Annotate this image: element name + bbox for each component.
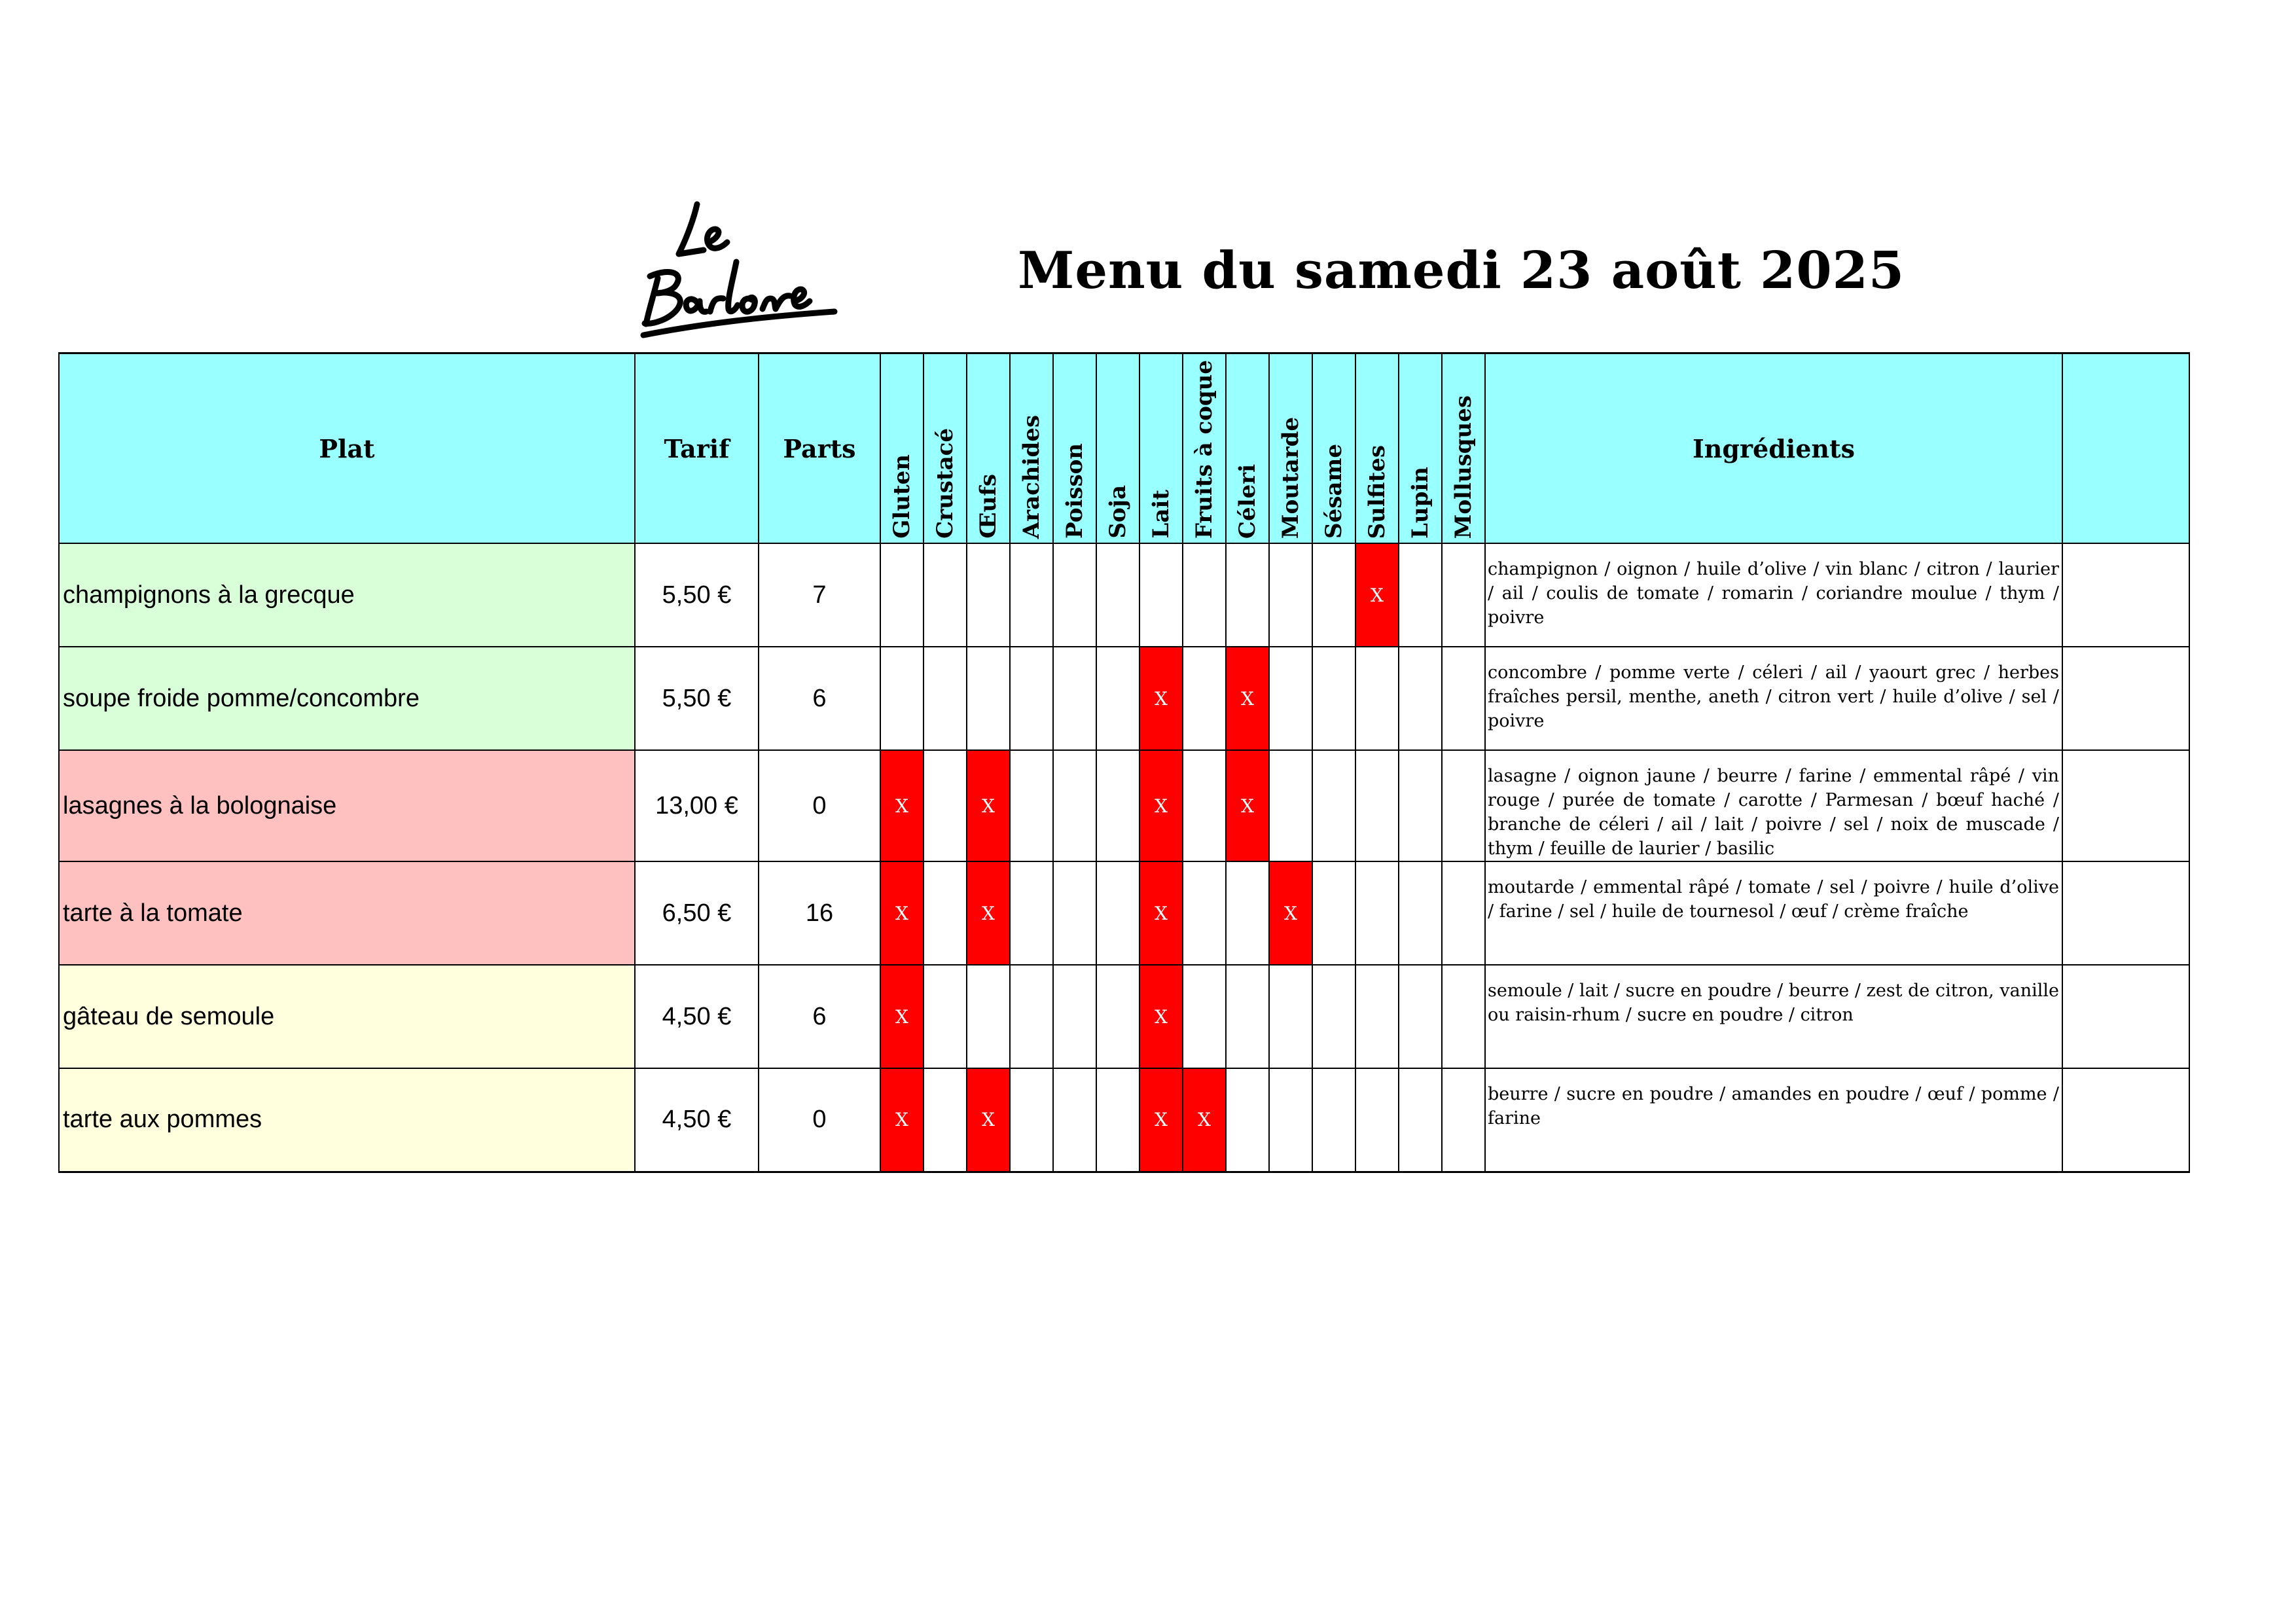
allergen-cell: [1096, 1068, 1139, 1172]
allergen-cell: [967, 965, 1010, 1068]
header-allergen: [1053, 353, 1096, 544]
allergen-cell: [1010, 965, 1053, 1068]
header-empty: [2062, 353, 2189, 544]
allergen-cell: [1312, 861, 1355, 965]
table-row: [59, 750, 2189, 861]
header-row: [59, 353, 2189, 544]
allergen-cell: [1053, 1068, 1096, 1172]
allergen-cell: X: [967, 861, 1010, 965]
table-row: [59, 1068, 2189, 1172]
allergen-cell: X: [1139, 647, 1183, 750]
header-allergen: [967, 353, 1010, 544]
allergen-cell: [1096, 861, 1139, 965]
allergen-label: Soja: [1105, 485, 1131, 539]
dish-price: 5,50 €: [635, 543, 759, 647]
allergen-cell: X: [880, 965, 924, 1068]
allergen-cell: [1355, 965, 1399, 1068]
allergen-label: Gluten: [889, 454, 915, 539]
allergen-cell: [924, 543, 967, 647]
allergen-cell: [1226, 965, 1269, 1068]
allergen-cell: [1183, 861, 1226, 965]
empty-cell: [2062, 965, 2189, 1068]
allergen-cell: [967, 647, 1010, 750]
allergen-cell: [924, 750, 967, 861]
allergen-cell: [1312, 647, 1355, 750]
allergen-label: Poisson: [1062, 443, 1088, 539]
allergen-cell: [1399, 543, 1442, 647]
header-allergen: [1010, 353, 1053, 544]
dish-ingredients: champignon / oignon / huile d’olive / vin blanc / citron / laurier / ail / coulis de tomate / romarin / coriandre moulue / thym / poivre: [1485, 543, 2062, 647]
allergen-cell: X: [1355, 543, 1399, 647]
allergen-cell: [1442, 1068, 1485, 1172]
table-row: [59, 647, 2189, 750]
allergen-label: Lait: [1148, 490, 1174, 539]
empty-cell: [2062, 861, 2189, 965]
allergen-cell: [1399, 647, 1442, 750]
empty-cell: [2062, 1068, 2189, 1172]
allergen-cell: X: [1183, 1068, 1226, 1172]
dish-name: lasagnes à la bolognaise: [59, 750, 635, 861]
dish-ingredients: lasagne / oignon jaune / beurre / farine / emmental râpé / vin rouge / purée de tomate / carotte / Parmesan / bœuf haché / branche de céleri / ail / lait / poivre / sel / noix de muscade / thym / feuille de laurier / basilic: [1485, 750, 2062, 861]
allergen-label: Mollusques: [1450, 395, 1477, 539]
allergen-cell: [1269, 750, 1312, 861]
handwritten-logo: [632, 190, 848, 340]
dish-portions: 0: [759, 750, 880, 861]
dish-portions: 6: [759, 647, 880, 750]
dish-ingredients: concombre / pomme verte / céleri / ail / yaourt grec / herbes fraîches persil, menthe, aneth / citron vert / huile d’olive / sel / poivre: [1485, 647, 2062, 750]
allergen-cell: [1442, 965, 1485, 1068]
allergen-cell: [1269, 1068, 1312, 1172]
header-tarif: Tarif: [635, 353, 759, 544]
dish-ingredients: beurre / sucre en poudre / amandes en poudre / œuf / pomme / farine: [1485, 1068, 2062, 1172]
allergen-cell: [1312, 543, 1355, 647]
allergen-cell: [1269, 543, 1312, 647]
empty-cell: [2062, 647, 2189, 750]
allergen-cell: X: [1269, 861, 1312, 965]
allergen-cell: [1183, 647, 1226, 750]
allergen-cell: [1226, 861, 1269, 965]
table-row: [59, 965, 2189, 1068]
allergen-cell: [1010, 647, 1053, 750]
allergen-cell: X: [1139, 965, 1183, 1068]
allergen-cell: [1183, 965, 1226, 1068]
table-row: [59, 543, 2189, 647]
menu-body: [59, 543, 2189, 1172]
header-allergen: [880, 353, 924, 544]
header-ingredients: Ingrédients: [1485, 353, 2062, 544]
allergen-cell: [1312, 750, 1355, 861]
allergen-cell: [1269, 965, 1312, 1068]
header-allergen: [924, 353, 967, 544]
dish-portions: 0: [759, 1068, 880, 1172]
allergen-cell: [1053, 861, 1096, 965]
allergen-label: Sulfites: [1364, 444, 1390, 539]
dish-portions: 7: [759, 543, 880, 647]
allergen-label: Crustacé: [932, 428, 958, 539]
allergen-cell: X: [967, 1068, 1010, 1172]
allergen-cell: [1053, 965, 1096, 1068]
allergen-label: Œufs: [975, 474, 1001, 539]
dish-ingredients: moutarde / emmental râpé / tomate / sel / poivre / huile d’olive / farine / sel / huile de tournesol / œuf / crème fraîche: [1485, 861, 2062, 965]
allergen-cell: [1312, 965, 1355, 1068]
allergen-cell: X: [1139, 750, 1183, 861]
header-plat: Plat: [59, 353, 635, 544]
brand-logo: [632, 190, 848, 340]
header-allergen: [1139, 353, 1183, 544]
allergen-cell: [1399, 861, 1442, 965]
header-parts: Parts: [759, 353, 880, 544]
dish-price: 6,50 €: [635, 861, 759, 965]
dish-price: 4,50 €: [635, 1068, 759, 1172]
header-allergen: [1399, 353, 1442, 544]
empty-cell: [2062, 543, 2189, 647]
allergen-cell: [880, 543, 924, 647]
dish-name: gâteau de semoule: [59, 965, 635, 1068]
allergen-cell: [1010, 861, 1053, 965]
allergen-cell: [1096, 750, 1139, 861]
dish-price: 5,50 €: [635, 647, 759, 750]
dish-price: 4,50 €: [635, 965, 759, 1068]
dish-name: soupe froide pomme/concombre: [59, 647, 635, 750]
allergen-cell: [1010, 543, 1053, 647]
allergen-cell: [1442, 647, 1485, 750]
allergen-cell: [1096, 647, 1139, 750]
header-allergen: [1269, 353, 1312, 544]
allergen-cell: X: [880, 750, 924, 861]
allergen-label: Céleri: [1234, 463, 1261, 539]
allergen-cell: [1183, 543, 1226, 647]
header-allergen: [1096, 353, 1139, 544]
allergen-cell: [1053, 543, 1096, 647]
allergen-label: Fruits à coque: [1191, 359, 1217, 539]
header-allergen: [1442, 353, 1485, 544]
allergen-cell: X: [880, 861, 924, 965]
header-allergen: [1312, 353, 1355, 544]
allergen-cell: [1442, 861, 1485, 965]
header-allergen: [1355, 353, 1399, 544]
dish-portions: 16: [759, 861, 880, 965]
menu-table: [58, 352, 2190, 1173]
allergen-cell: [1183, 750, 1226, 861]
allergen-cell: [1269, 647, 1312, 750]
allergen-label: Moutarde: [1278, 416, 1304, 539]
allergen-cell: [1053, 647, 1096, 750]
allergen-cell: X: [880, 1068, 924, 1172]
allergen-cell: [1355, 1068, 1399, 1172]
allergen-cell: X: [1226, 750, 1269, 861]
allergen-cell: [1312, 1068, 1355, 1172]
allergen-cell: [1226, 1068, 1269, 1172]
allergen-cell: [1442, 543, 1485, 647]
allergen-cell: [1010, 1068, 1053, 1172]
allergen-cell: [1399, 1068, 1442, 1172]
dish-price: 13,00 €: [635, 750, 759, 861]
allergen-cell: [1355, 861, 1399, 965]
empty-cell: [2062, 750, 2189, 861]
allergen-cell: [924, 965, 967, 1068]
allergen-cell: [1226, 543, 1269, 647]
allergen-cell: [1010, 750, 1053, 861]
header-allergen: [1183, 353, 1226, 544]
allergen-label: Arachides: [1018, 414, 1045, 539]
header-allergen: [1226, 353, 1269, 544]
allergen-cell: [924, 1068, 967, 1172]
allergen-cell: [1355, 647, 1399, 750]
allergen-cell: X: [1139, 861, 1183, 965]
allergen-cell: [880, 647, 924, 750]
allergen-cell: [1442, 750, 1485, 861]
allergen-cell: [1053, 750, 1096, 861]
allergen-cell: [924, 861, 967, 965]
allergen-cell: X: [1139, 1068, 1183, 1172]
dish-name: tarte aux pommes: [59, 1068, 635, 1172]
allergen-cell: [1096, 543, 1139, 647]
allergen-cell: [1355, 750, 1399, 861]
dish-name: champignons à la grecque: [59, 543, 635, 647]
allergen-label: Sésame: [1321, 444, 1347, 539]
allergen-cell: [1139, 543, 1183, 647]
allergen-cell: X: [1226, 647, 1269, 750]
page-title: Menu du samedi 23 août 2025: [1018, 241, 1905, 300]
dish-ingredients: semoule / lait / sucre en poudre / beurre / zest de citron, vanille ou raisin-rhum / sucre en poudre / citron: [1485, 965, 2062, 1068]
allergen-cell: [967, 543, 1010, 647]
dish-name: tarte à la tomate: [59, 861, 635, 965]
allergen-cell: [1399, 965, 1442, 1068]
allergen-cell: [1399, 750, 1442, 861]
allergen-cell: [924, 647, 967, 750]
allergen-label: Lupin: [1407, 466, 1433, 539]
table-row: [59, 861, 2189, 965]
dish-portions: 6: [759, 965, 880, 1068]
allergen-cell: [1096, 965, 1139, 1068]
allergen-cell: X: [967, 750, 1010, 861]
